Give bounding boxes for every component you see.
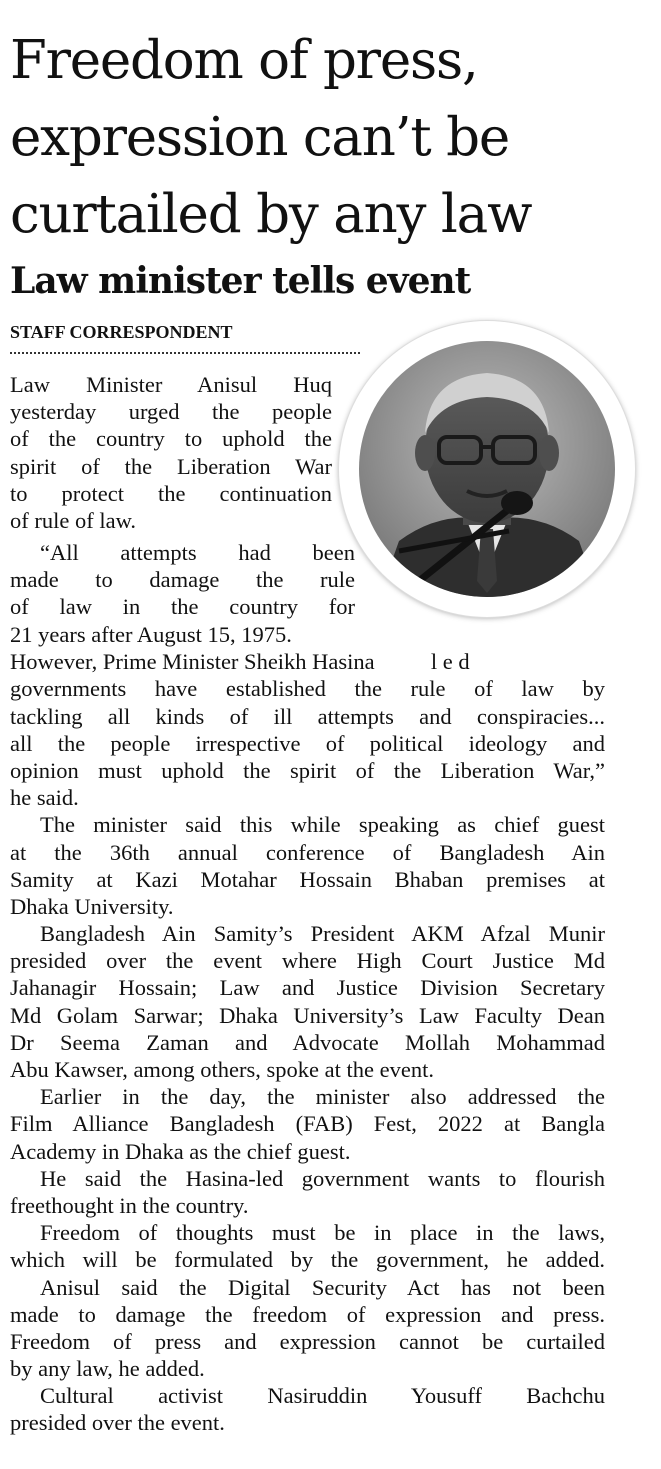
body-line: Anisul said the Digital Security Act has not been	[40, 1274, 605, 1300]
body-line: Academy in Dhaka as the chief guest.	[10, 1138, 351, 1164]
body-line: all the people irrespective of political ideology and	[10, 730, 605, 756]
body-line: at the 36th annual conference of Bangladesh Ain	[10, 839, 605, 865]
body-line: presided over the event where High Court Justice Md	[10, 948, 605, 974]
body-line: of rule of law.	[10, 507, 136, 533]
body-line: Dhaka University.	[10, 893, 174, 919]
body-line: he said.	[10, 785, 79, 811]
byline: STAFF CORRESPONDENT	[10, 322, 233, 342]
body-line: Md Golam Sarwar; Dhaka University’s Law Faculty Dean	[10, 1002, 605, 1028]
portrait-photo-icon	[359, 341, 615, 597]
body-line: Law Minister Anisul Huq	[10, 372, 332, 397]
body-line: yesterday urged the people	[10, 399, 332, 425]
dotted-divider	[10, 352, 360, 354]
body-line: Jahanagir Hossain; Law and Justice Division Secretary	[10, 975, 605, 1001]
article-body-top	[10, 371, 332, 534]
headline	[10, 22, 650, 253]
body-line: of the country to uphold the	[10, 426, 332, 452]
body-line: Earlier in the day, the minister also addressed the	[40, 1084, 605, 1110]
body-line: Samity at Kazi Motahar Hossain Bhaban premises at	[10, 866, 605, 892]
body-line: Freedom of thoughts must be in place in the laws,	[40, 1220, 605, 1246]
body-line: by any law, he added.	[10, 1356, 205, 1382]
body-line: 21 years after August 15, 1975.	[10, 622, 292, 647]
body-line: of law in the country for	[10, 594, 355, 620]
body-line: opinion must uphold the spirit of the Liberation War,”	[10, 757, 605, 783]
article-body-mid	[10, 539, 355, 621]
article-body-main	[10, 621, 605, 1437]
body-line: The minister said this while speaking as chief guest	[40, 812, 605, 838]
body-line: spirit of the Liberation War	[10, 453, 332, 479]
body-line: He said the Hasina-led government wants to flourish	[40, 1165, 605, 1191]
body-line: Freedom of press and expression cannot be curtailed	[10, 1328, 605, 1354]
body-line: “All attempts had been	[40, 540, 355, 565]
body-line: Film Alliance Bangladesh (FAB) Fest, 2022 at Bangla	[10, 1111, 605, 1137]
body-line: governments have established the rule of law by	[10, 676, 605, 702]
body-line: Abu Kawser, among others, spoke at the event.	[10, 1057, 434, 1082]
headline-line: expression can’t be	[10, 107, 510, 168]
body-line: Cultural activist Nasiruddin Yousuff Bachchu	[40, 1383, 605, 1409]
body-line: However, Prime Minister Sheikh Hasina l e d	[10, 649, 470, 675]
subheadline: Law minister tells event	[10, 260, 471, 302]
headline-line: Freedom of press,	[10, 30, 478, 91]
body-line: Bangladesh Ain Samity’s President AKM Afzal Munir	[40, 921, 605, 947]
body-line: Dr Seema Zaman and Advocate Mollah Mohammad	[10, 1029, 605, 1055]
body-line: to protect the continuation	[10, 480, 332, 506]
body-line: freethought in the country.	[10, 1192, 249, 1218]
body-line: made to damage the freedom of expression and press.	[10, 1301, 605, 1327]
headline-line: curtailed by any law	[10, 184, 532, 245]
body-line: made to damage the rule	[10, 567, 355, 593]
body-line: which will be formulated by the government, he added.	[10, 1247, 605, 1273]
body-line: tackling all kinds of ill attempts and conspiracies...	[10, 703, 605, 729]
body-line: presided over the event.	[10, 1410, 225, 1436]
minister-photo	[339, 321, 635, 617]
